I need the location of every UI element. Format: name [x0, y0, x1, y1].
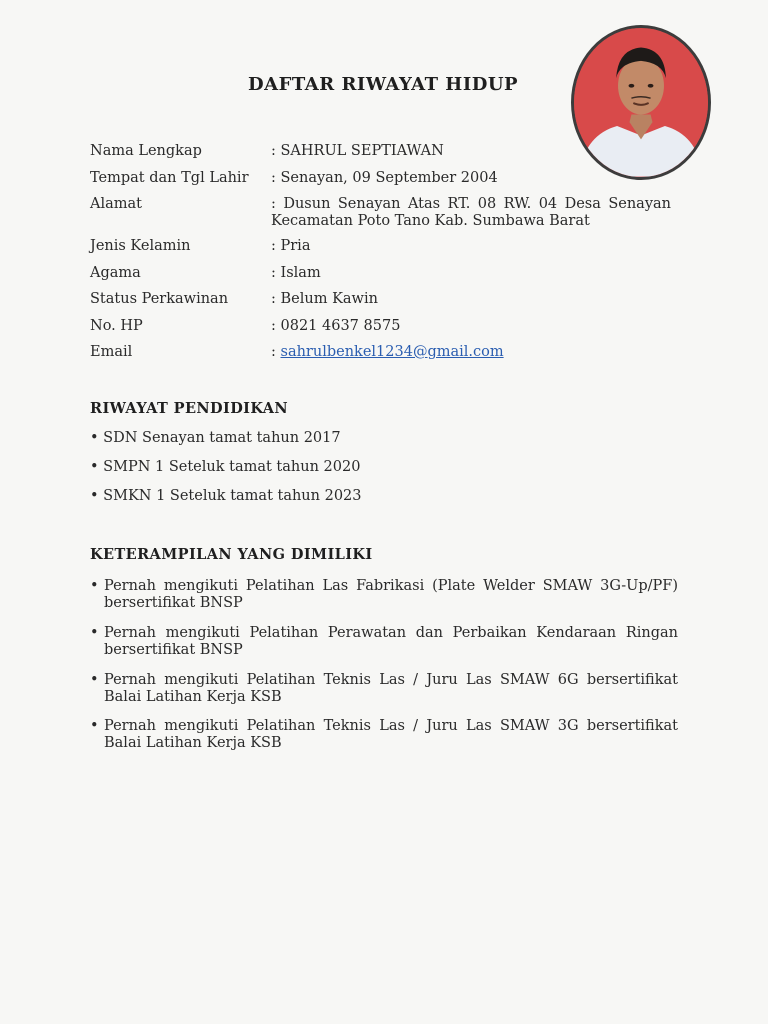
info-label: Agama [90, 265, 141, 281]
education-item: • SMKN 1 Seteluk tamat tahun 2023 [90, 488, 362, 504]
info-value: : Belum Kawin [271, 291, 378, 307]
bullet: • [90, 625, 99, 641]
skill-item [90, 718, 678, 752]
info-value: : Islam [271, 265, 321, 281]
info-value [271, 344, 504, 361]
email-colon: : [271, 344, 281, 360]
profile-photo [571, 25, 711, 180]
page-title: DAFTAR RIWAYAT HIDUP [248, 74, 519, 95]
email-link[interactable]: sahrulbenkel1234@gmail.com [280, 344, 504, 360]
education-item: • SDN Senayan tamat tahun 2017 [90, 430, 341, 446]
education-item: • SMPN 1 Seteluk tamat tahun 2020 [90, 459, 361, 475]
skill-item [90, 625, 678, 659]
info-label: Status Perkawinan [90, 291, 229, 307]
education-heading: RIWAYAT PENDIDIKAN [90, 400, 289, 417]
info-value: : Senayan, 09 September 2004 [271, 170, 498, 186]
info-label: Alamat [90, 196, 142, 212]
skill-text: Pernah mengikuti Pelatihan Perawatan dan Perbaikan Kendaraan Ringan bersertifikat BNSP [104, 625, 678, 658]
info-value: : Dusun Senayan Atas RT. 08 RW. 04 Desa Senayan Kecamatan Poto Tano Kab. Sumbawa Barat [271, 196, 671, 229]
bullet: • [90, 718, 99, 734]
info-label: No. HP [90, 318, 143, 334]
bullet: • [90, 672, 99, 688]
skill-item [90, 672, 678, 706]
info-label: Nama Lengkap [90, 143, 202, 159]
info-value: : 0821 4637 8575 [271, 318, 401, 334]
info-label: Jenis Kelamin [90, 238, 191, 254]
info-value: : Pria [271, 238, 311, 254]
info-value: : SAHRUL SEPTIAWAN [271, 143, 444, 159]
bullet: • [90, 578, 99, 594]
skill-text: Pernah mengikuti Pelatihan Teknis Las / Juru Las SMAW 3G bersertifikat Balai Latihan Kerja KSB [104, 718, 678, 751]
skill-item [90, 578, 678, 612]
skill-text: Pernah mengikuti Pelatihan Las Fabrikasi (Plate Welder SMAW 3G-Up/PF) bersertifikat BNSP [104, 578, 678, 611]
skill-text: Pernah mengikuti Pelatihan Teknis Las / Juru Las SMAW 6G bersertifikat Balai Latihan Kerja KSB [104, 672, 678, 705]
info-label: Email [90, 344, 133, 360]
skills-heading: KETERAMPILAN YANG DIMILIKI [90, 546, 373, 563]
info-label: Tempat dan Tgl Lahir [90, 170, 249, 186]
